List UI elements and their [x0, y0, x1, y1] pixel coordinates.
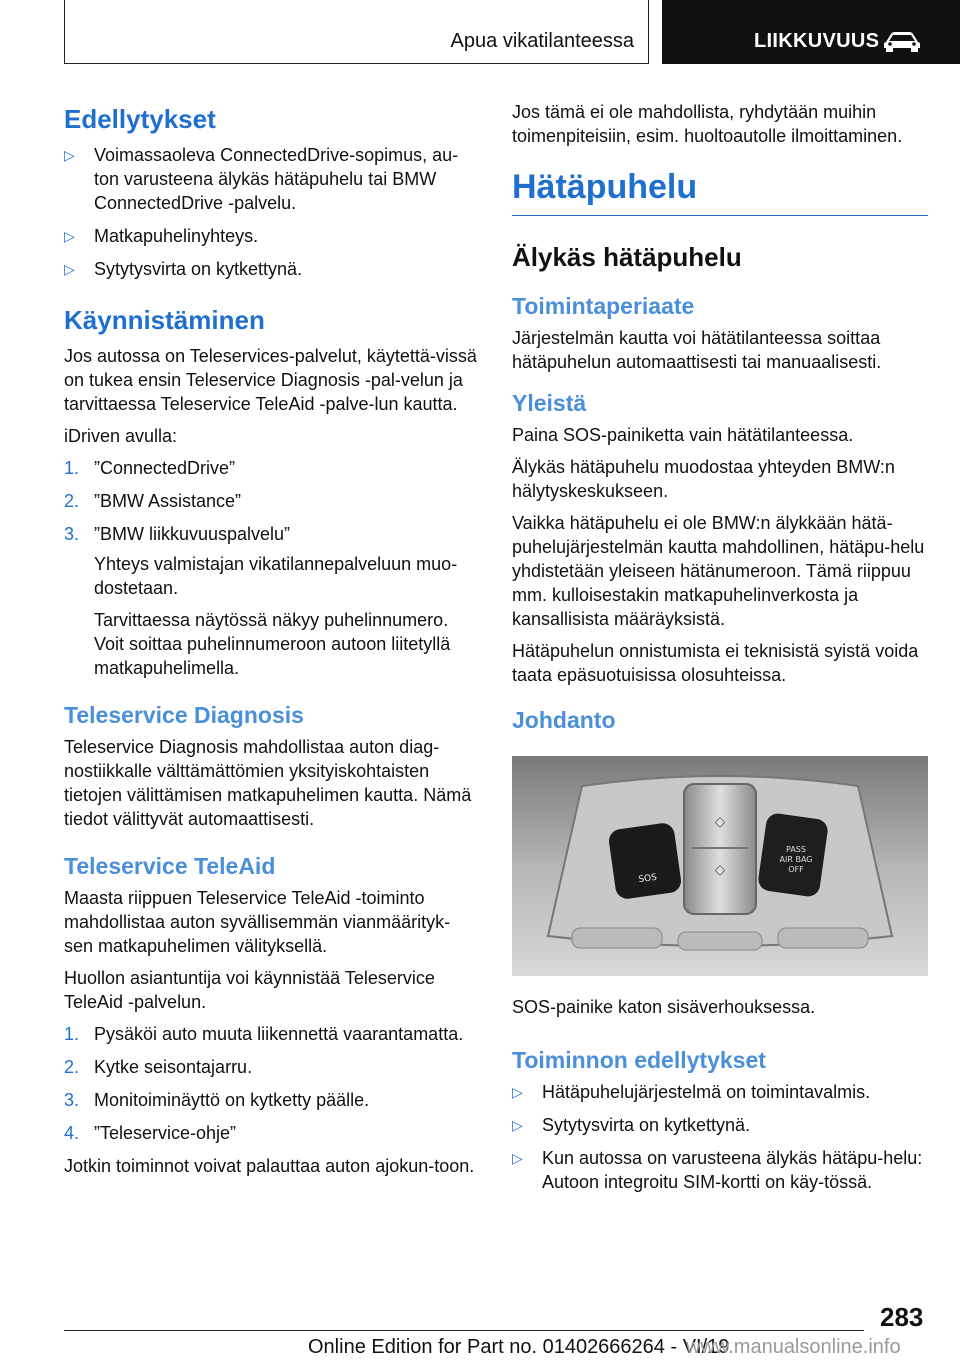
svg-text:◇: ◇ [714, 814, 726, 830]
heading-teleservice-teleaid: Teleservice TeleAid [64, 853, 276, 879]
left-column [64, 100, 479, 1186]
steps-list [64, 1022, 479, 1145]
list-item: 2. ”BMW Assistance” [64, 491, 242, 511]
heading-toiminnon-edellytykset: Toiminnon edellytykset [512, 1047, 766, 1073]
heading-johdanto: Johdanto [512, 707, 616, 733]
list-item: 2. Kytke seisontajarru. [64, 1057, 253, 1077]
header-section-box [64, 0, 649, 64]
svg-text:◇: ◇ [714, 862, 726, 878]
page-number: 283 [880, 1302, 924, 1332]
list-item: ▷ Kun autossa on varusteena älykäs hätäpu-helu: Autoon integroitu SIM-kortti on käy-tössä. [512, 1148, 923, 1192]
paragraph: Jotkin toiminnot voivat palauttaa auton ajokun-toon. [64, 1156, 475, 1176]
paragraph: Maasta riippuen Teleservice TeleAid -toiminto mahdollistaa auton syvällisemmän vianmäärityk-sen matkapuhelimen välityksellä. [64, 888, 451, 956]
list-item: ▷ Matkapuhelinyhteys. [64, 226, 259, 246]
list-item: 1. Pysäköi auto muuta liikennettä vaarantamatta. [64, 1024, 464, 1044]
car-icon [882, 30, 922, 52]
triangle-bullet-icon: ▷ [64, 228, 75, 244]
list-item: 4. ”Teleservice-ohje” [64, 1123, 237, 1143]
list-item: ▷ Hätäpuhelujärjestelmä on toimintavalmis. [512, 1082, 871, 1102]
list-item: 1. ”ConnectedDrive” [64, 458, 236, 478]
photo-pass-label: PASS [786, 845, 806, 854]
header-chapter-title: LIIKKUVUUS [754, 30, 880, 52]
paragraph: Paina SOS-painiketta vain hätätilanteessa. [512, 425, 854, 445]
list-item: ▷ Sytytysvirta on kytkettynä. [64, 259, 303, 279]
list-item: 3. Monitoiminäyttö on kytketty päälle. [64, 1090, 370, 1110]
paragraph: Järjestelmän kautta voi hätätilanteessa soittaa hätäpuhelun automaattisesti tai manuaalisesti. [512, 328, 882, 372]
list-item: ▷ Voimassaoleva ConnectedDrive-sopimus, au-ton varusteena älykäs hätäpuhelu tai BMW ConnectedDrive -palvelu. [64, 145, 459, 213]
triangle-bullet-icon: ▷ [512, 1084, 523, 1100]
triangle-bullet-icon: ▷ [64, 147, 75, 163]
paragraph: Jos autossa on Teleservices-palvelut, käytettä-vissä on tukea ensin Teleservice Diagnosis -pal-velun ja tarvittaessa Teleservice TeleAid -palve-lun kautta. [64, 346, 477, 414]
triangle-bullet-icon: ▷ [512, 1150, 523, 1166]
photo-off-label: OFF [788, 865, 804, 874]
heading-alykas-hatapuhelu: Älykäs hätäpuhelu [512, 242, 742, 272]
triangle-bullet-icon: ▷ [512, 1117, 523, 1133]
heading-yleista: Yleistä [512, 390, 587, 416]
heading-kaynnistaminen: Käynnistäminen [64, 305, 265, 335]
paragraph: Älykäs hätäpuhelu muodostaa yhteyden BMW:n hälytyskeskukseen. [512, 457, 895, 501]
paragraph: Teleservice Diagnosis mahdollistaa auton diag-nostiikkalle välttämättömien yksityiskohtaisten tietojen välittämisen matkapuhelimen kautta. Nämä tiedot välittyvät automaattisesti. [64, 737, 472, 829]
heading-hatapuhelu: Hätäpuhelu [512, 168, 928, 216]
footer-divider [64, 1330, 864, 1331]
right-column [512, 100, 928, 1203]
paragraph: Huollon asiantuntija voi käynnistää Teleservice TeleAid -palvelun. [64, 968, 435, 1012]
paragraph: Vaikka hätäpuhelu ei ole BMW:n älykkään hätä-puhelujärjestelmän kautta mahdollinen, hätäpu-helu yhdistetään yleiseen hätänumeroon. Tämä riippuu mm. kulloisestakin matkapuhelinverkosta ja kansallisista määräyksistä. [512, 513, 925, 629]
step-note: Tarvittaessa näytössä näkyy puhelinnumero. Voit soittaa puhelinnumeroon autoon liitetyllä matkapuhelimella. [94, 610, 451, 678]
footer-edition: Online Edition for Part no. 01402666264 - VI/19 [308, 1336, 730, 1358]
paragraph: iDriven avulla: [64, 426, 178, 446]
list-item: ▷ Sytytysvirta on kytkettynä. [512, 1115, 751, 1135]
steps-list [64, 456, 479, 546]
photo-airbag-label: AIR BAG [779, 855, 813, 864]
header-section-title: Apua vikatilanteessa [450, 30, 634, 52]
requirements-list [64, 143, 479, 281]
heading-edellytykset: Edellytykset [64, 104, 216, 134]
photo-sos-label: SOS [637, 872, 658, 886]
watermark: www.manualsonline.info [686, 1336, 901, 1358]
photo-caption: SOS-painike katon sisäverhouksessa. [512, 997, 816, 1017]
requirements-list [512, 1080, 928, 1194]
paragraph: Jos tämä ei ole mahdollista, ryhdytään muihin toimenpiteisiin, esim. huoltoautolle ilmoittaminen. [512, 102, 903, 146]
heading-teleservice-diagnosis: Teleservice Diagnosis [64, 702, 304, 728]
triangle-bullet-icon: ▷ [64, 261, 75, 277]
sos-button-photo [512, 756, 928, 976]
paragraph: Hätäpuhelun onnistumista ei teknisistä syistä voida taata epäsuotuisissa olosuhteissa. [512, 641, 919, 685]
step-note: Yhteys valmistajan vikatilannepalveluun muo-dostetaan. [94, 554, 458, 598]
heading-toimintaperiaate: Toimintaperiaate [512, 293, 695, 319]
list-item: 3. ”BMW liikkuvuuspalvelu” [64, 524, 291, 544]
